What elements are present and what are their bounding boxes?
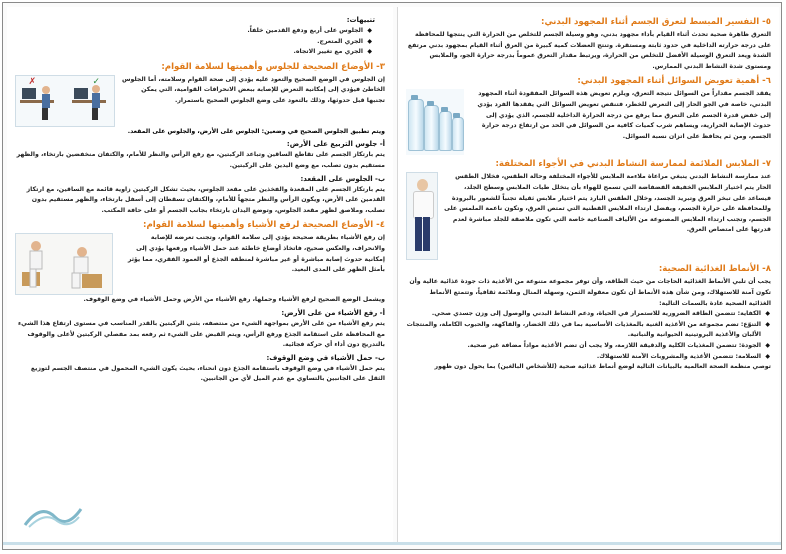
section-3a-title: أ- جلوس التربيع على الأرض: [286,140,385,149]
list-item: ◆ الجودة: تتضمن المغذيات الكلية والدقيقة اللازمة، ولا يجب أن تضم الأغذية مواداً مضافة غير صحية. [406,341,761,352]
list-item: ◆ السلامة: تتضمن الأغذية والمشروبات الآمنة للاستهلاك. [406,352,761,363]
ministry-logo-icon [21,499,85,529]
list-item: ◆ الجري المتعرج. [15,37,363,48]
section-8-heading: ٨- الأنماط الغذائية الصحية: [658,264,771,275]
section-3-heading: ٣- الأوضاع الصحيحة للجلوس وأهميتها لسلامة القوام: [161,61,385,72]
section-5-heading: ٥- التفسير المبسط لتعرق الجسم أثناء المجهود البدني: [541,17,771,27]
lifting-figure-icon [16,234,112,294]
svg-text:✗: ✗ [28,76,36,87]
healthy-diet-list [406,309,771,362]
left-page [7,7,393,545]
section-3b-title: ب- الجلوس على المقعد: [300,174,385,183]
section-3-text: إن الجلوس في الوضع الصحيح والتعود عليه يؤدي إلى صحة القوام وسلامته، أما الجلوس الخاطئ فيؤدي إلى إمكانية التعرض للإصابة ببعض الانحرافات القوامية، التي يمكن تجنبها قبل حدوثها، وذلك بالتعود على وضع الجلوس الصحيح باستمرار. [121,75,385,104]
section-4-text: إن رفع الأشياء بطريقة صحيحة يؤدي إلى سلامة القوام، وتجنب تعرضه للإصابة والانحراف، والعكس صحيح، فاتخاذ أوضاع خاطئة عند حمل الأشياء ورفعها يؤدي إلى إمكانية حدوث إصابة مباشرة أو غير مباشرة لمنطقة الجذع أو العمود الفقري، مما يؤثر بأمثل الظهر على المدى البعيد. [127,234,385,274]
posture-comparison-icon [16,76,114,126]
section-4b-title: ب- حمل الأشياء في وضع الوقوف: [266,353,385,362]
section-4-lead: ويشمل الوضع الصحيح لرفع الأشياء وحملها، رفع الأشياء من الأرض وحمل الأشياء في وضع الوقوف. [83,296,385,304]
boy-in-sportswear-image [406,172,438,260]
list-item: ◆ الجري مع تغيير الاتجاه. [15,47,363,58]
notes-list [15,26,385,58]
section-5-text: التعرق ظاهرة صحية تحدث أثناء القيام بأداء مجهود بدني، وهو وسيلة الجسم للتخلص من الحرارة التي ينتجها للمحافظة على درجة حرارته الداخلية في حدود ثابتة ومستقرة. وتنتج العضلات كمية كبيرة من العرق أثناء القيام بمجهود بدني مرتفع الشدة ويعد التعرق الوسيلة الأفضل للتخلص من الحرارة، ويرتبط مقدار التعرق عموماً بدرجة حرارة الجو، والملابس ومستوى شدة النشاط البدني الممارس. [407,31,771,70]
section-7-heading: ٧- الملابس الملائمة لممارسة النشاط البدني في الأجواء المختلفة: [495,159,771,170]
section-3b-text: يتم بارتكاز الجسم على المقعدة والفخذين على مقعد الجلوس، بحيث تشكل الركبتين زاوية قائمة مع الساقين، مع ارتكاز القدمين على الأرض، ويكون الرأس والنظر متجهاً للأمام، والكتفان تسقطان إلى أسفل بارتخاء، والظهر مستقيم بدون تصلب، وملاصق لظهر مقعد الجلوس، وتوضع اليدان بارتخاء بجانب الجسم أو على حافة المكتب. [26,185,385,214]
list-item: ◆ الكفاية: تتضمن الطاقة الضرورية للاستمرار في الحياة، ودعم النشاط البدني والوصول إلى وزن جسدي صحي. [406,309,761,320]
lifting-posture-image [15,233,113,295]
svg-text:✓: ✓ [92,76,100,87]
page-footer-bar [3,542,781,545]
list-item: ◆ الجلوس على أربع ودفع القدمين خلفاً. [15,26,363,37]
document-spread [2,2,782,550]
section-8-closing: توصي منظمة الصحة العالمية بالبيانات التالية لوضع أنماط غذائية صحية (للأشخاص البالغين) بما يحول دون ظهور [434,363,771,371]
section-3-lead: ويتم تطبيق الجلوس الصحيح في وضعين: الجلوس على الأرض، والجلوس على المقعد. [127,127,385,135]
section-7-text: عند ممارسة النشاط البدني ينبغي مراعاة ملاءمة الملابس للأجواء المختلفة وحالة الطقس، فخلال الطقس الحار يتم اختيار الملابس الخفيفة الفضفاضة التي تسمح للهواء بأن يتخلل طيات الملابس وسطح الجلد، فيساعد على تبخر العرق وتبريد الجسد، وخلال الطقس البارد يتم اختيار ملابس ثقيلة تجنباً للشعور بالبرودة وللمحافظة على حرارة الجسم، ويفضل ارتداء الملابس القطنية التي تمتص العرق، وتكون ناعمة الملمس على الجسم، وتجنب ارتداء الملابس المصنوعة من الألياف الصناعية خاصة التي تكون ملاصقة للجلد مباشرة لعدم قدرتها على امتصاص العرق. [444,173,771,234]
list-item: ◆ التنوّع: تضم مجموعة من الأغذية الغنية بالمغذيات الأساسية بما في ذلك الخضار، والفاكهة، والحبوب الكاملة، والمنتجات الألبان والأغذية البروتينية الحيوانية والنباتية. [406,320,761,341]
section-6-heading: ٦- أهمية تعويض السوائل أثناء المجهود البدني: [577,76,771,87]
section-4b-text: يتم حمل الأشياء في وضع الوقوف باستقامة الجذع دون انحناء، بحيث يكون الشيء المحمول في منتصف الجسم لتوزيع الثقل على الجانبين بالتساوي مع عدم الميل لأي من الجانبين. [30,364,385,383]
sitting-posture-image [15,75,115,127]
section-4-heading: ٤- الأوضاع الصحيحة لرفع الأشياء وأهميتها لسلامة القوام: [143,220,385,231]
section-6-text: يفقد الجسم مقداراً من السوائل نتيجة التعرق، ويلزم تعويض هذه السوائل المفقودة أثناء المجهود البدني، خاصة في الجو الحار إلى التعرض للخطر، فتنقص تعويض السوائل التي يفقدها الفرد يؤدي إلى خفض قدرة الجسم على التعرق مما يرفع من درجة الحرارة الداخلية للجسم، الذي يؤدي إلى حدوث الإصابة الحرارية، ويساهم شرب كميات كافية من السوائل في الحد من ارتفاع درجة حرارة الجسم، ومن ثم يحافظ على اتزان نسبة السوائل. [477,90,771,140]
notes-heading: تنبيهات: [346,16,375,24]
water-bottles-image [406,89,464,155]
section-8-text: يجب أن تلبي الأنماط الغذائية الحاجات من حيث الطاقة، وأن توفر مجموعة متنوعة من الأغذية ذات جودة غذائية عالية وأن تكون آمنة للاستهلاك، ومن شأن هذه الأنماط أن تكون معقولة الثمن، وسهلة المنال وملائمة ثقافياً، وتتمتع الأنماط الغذائية الصحية عادة بالسمات التالية: [409,278,771,307]
section-4a-title: أ- رفع الأشياء من على الأرض: [281,308,385,317]
section-3a-text: يتم بارتكاز الجسم على تقاطع الساقين وتباعد الركبتين، مع رفع الرأس والنظر للأمام، والكتفان منخفضين بارتخاء، والظهر مستقيم بدون تصلب، مع وضع اليدين على الركبتين. [16,151,385,169]
right-page [397,7,779,545]
section-4a-text: يتم رفع الأشياء من على الأرض بمواجهة الشيء من منتصفه، بثني الركبتين بالقدر المناسب في مستوى ارتفاع هذا الشيء مع المحافظة على استقامة الجذع ورفع الرأس، ويتم القبض على الشيء ثم رفعه بمد مفصلي الركبتين لأعلى والوقوف بالتدريج دون أداء أي حركة فجائية. [17,319,385,349]
